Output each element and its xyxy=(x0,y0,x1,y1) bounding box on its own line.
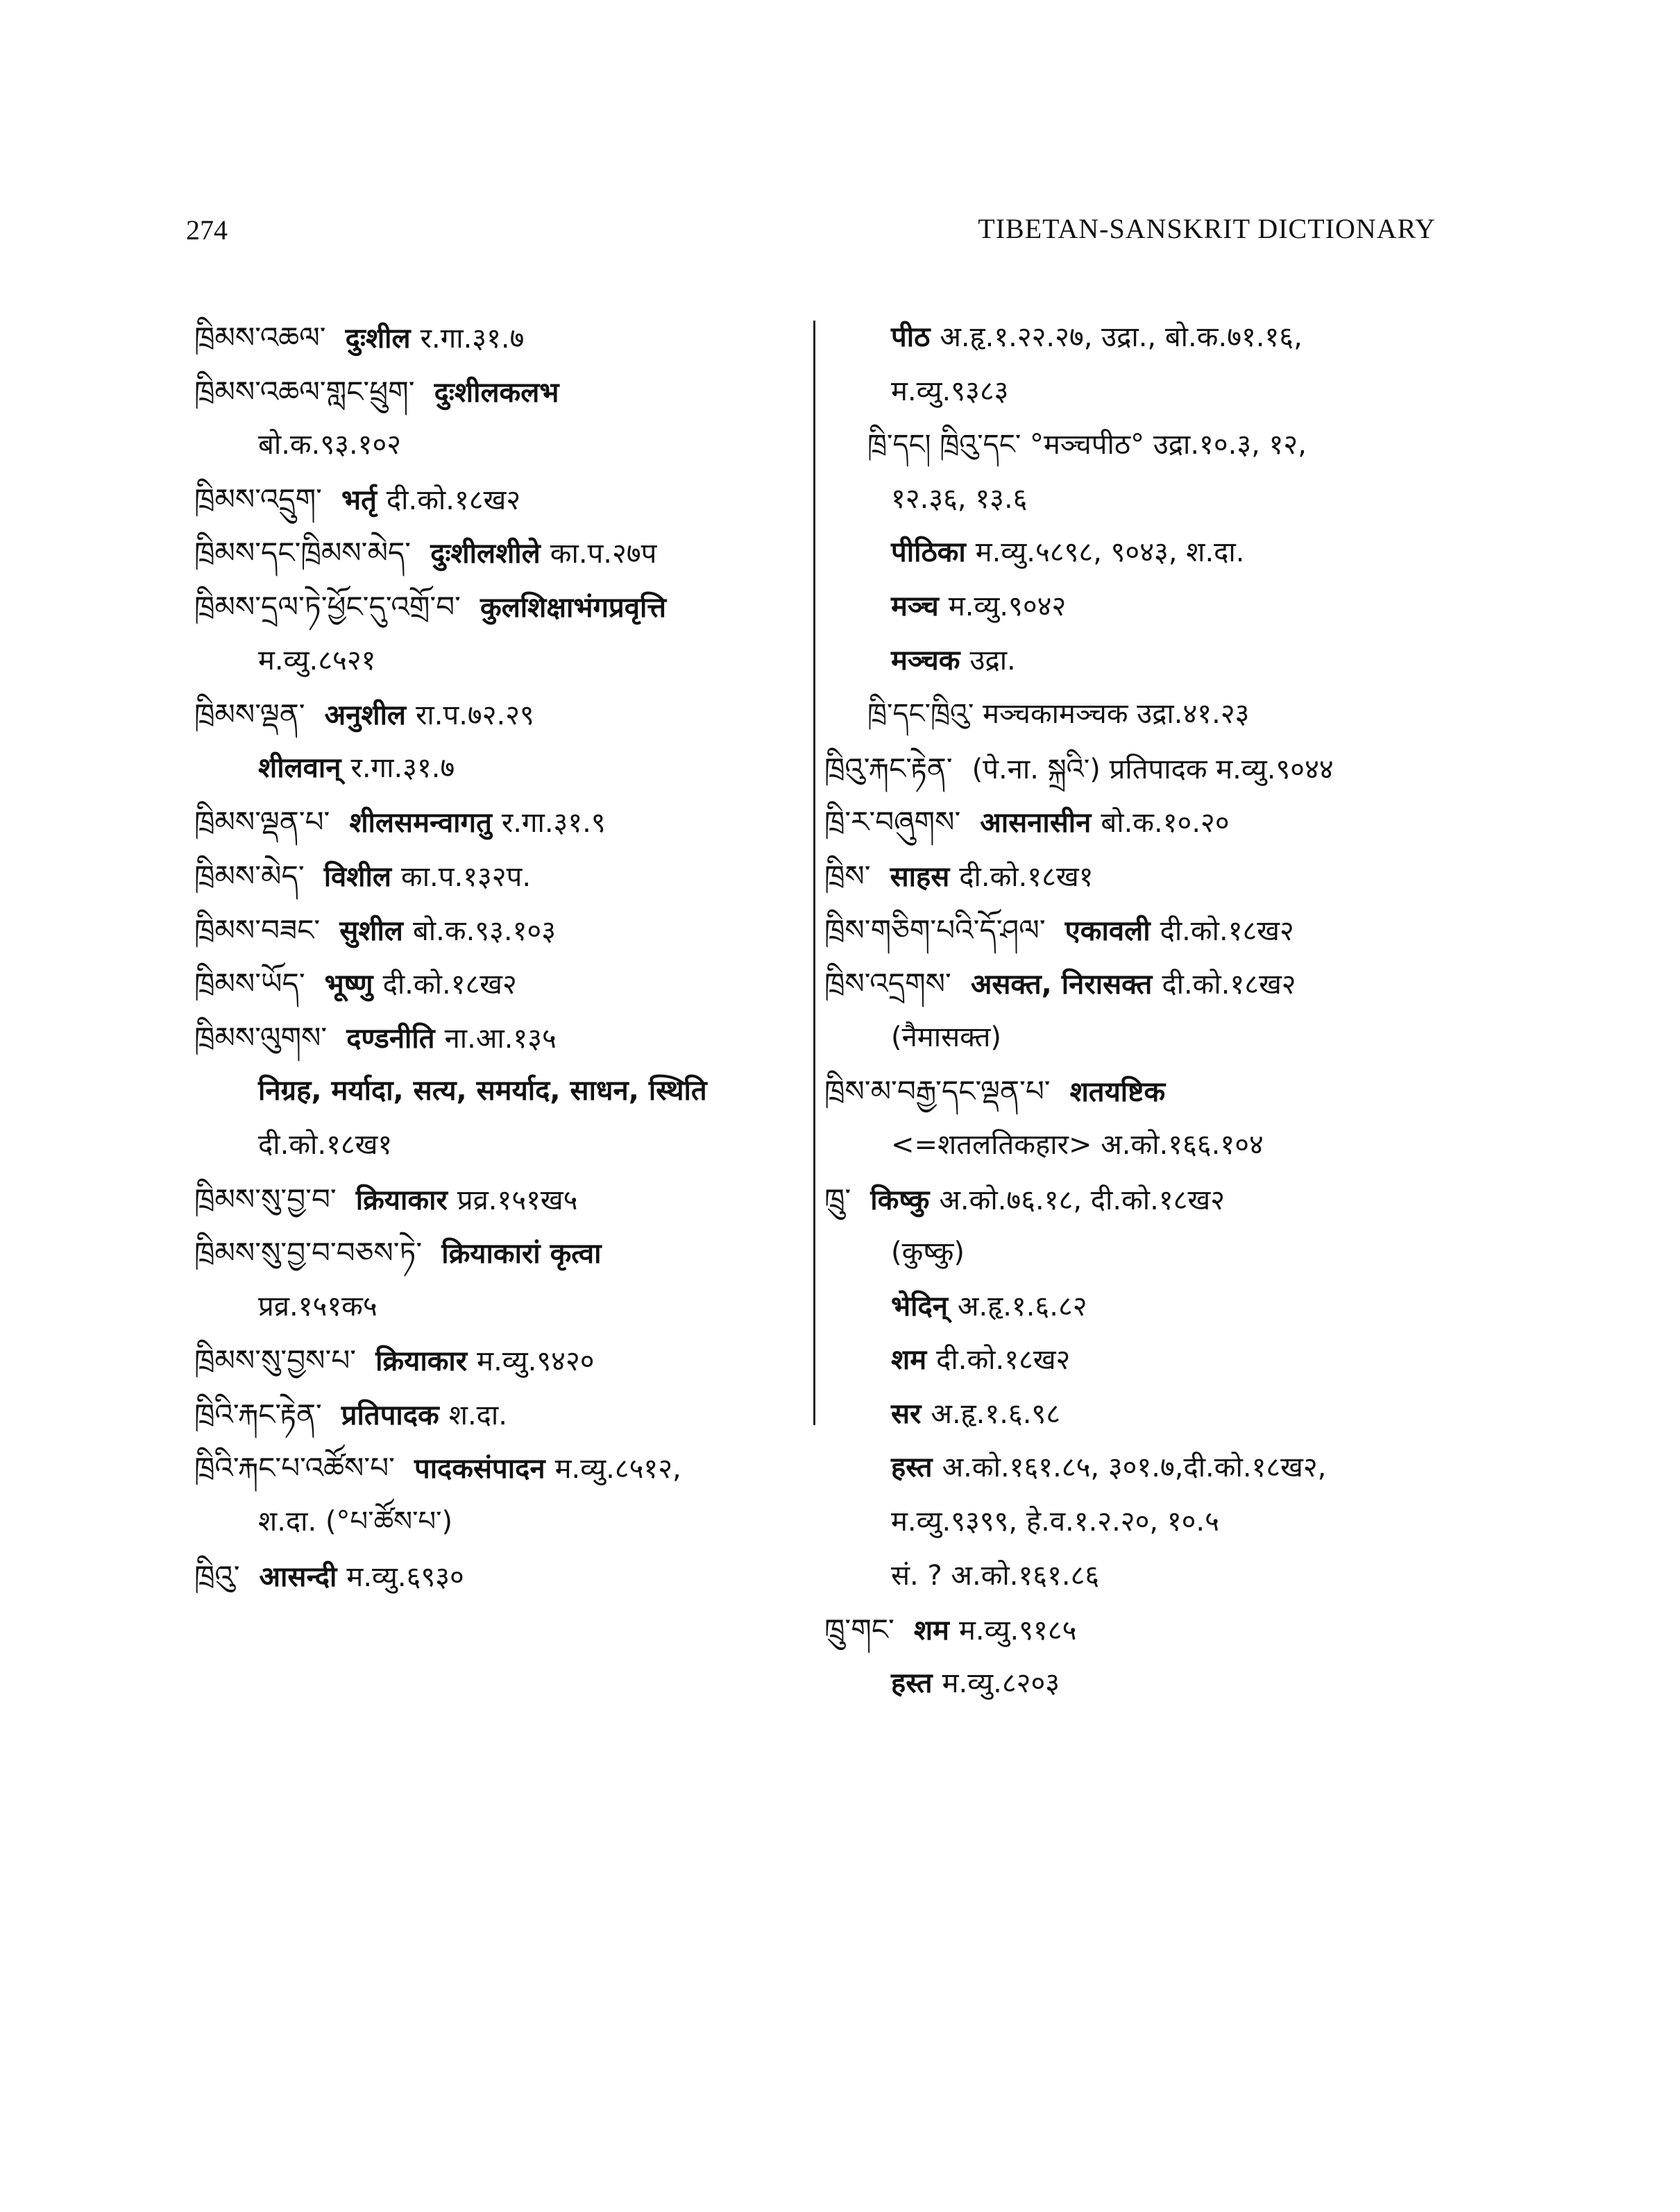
source-reference: सं. ? अ.को.१६१.८६ xyxy=(891,1559,1100,1592)
dictionary-entry xyxy=(194,1441,805,1495)
tibetan-headword: ཁྲུ་ xyxy=(824,1182,851,1216)
source-reference: प्रव्र.१५१ख५ xyxy=(457,1184,578,1216)
dictionary-entry xyxy=(824,365,1449,419)
dictionary-entry xyxy=(824,688,1449,742)
source-reference: श.दा. xyxy=(448,1399,507,1431)
sanskrit-equivalent: शीलसमन्वागतु xyxy=(349,807,492,840)
right-column xyxy=(824,311,1449,1710)
sanskrit-equivalent: सुशील xyxy=(339,914,403,947)
sanskrit-equivalent: शतयष्टिक xyxy=(1069,1076,1166,1109)
source-reference: दी.को.१८ख२ xyxy=(1162,969,1296,1001)
left-column xyxy=(194,311,805,1603)
tibetan-headword: ཁྲིའི་རྐང་རྟེན་ xyxy=(194,1397,322,1431)
source-reference: म.व्यु.९१८५ xyxy=(958,1615,1077,1647)
dictionary-entry xyxy=(824,1280,1449,1334)
dictionary-entry xyxy=(194,1226,805,1280)
dictionary-entry xyxy=(824,1549,1449,1603)
sanskrit-equivalent: हस्त xyxy=(891,1452,933,1484)
source-reference: ཁྲི་དང་ཁྲིའུ་ मञ्चकामञ्चक उद्रा.४१.२३ xyxy=(867,698,1250,731)
dictionary-entry xyxy=(194,688,805,742)
dictionary-entry xyxy=(824,634,1449,688)
tibetan-headword: ཁྲིམས་འཆལ་གླང་ཕྲུག་ xyxy=(194,374,415,409)
sanskrit-equivalent: मञ्च xyxy=(891,590,939,622)
tibetan-headword: ཁྲིམས་སུ་བྱས་པ་ xyxy=(194,1343,357,1378)
tibetan-headword: ཁྲིའུ་རྐང་རྟེན་ xyxy=(824,751,953,785)
source-reference: दी.को.१८ख१ xyxy=(258,1128,393,1161)
dictionary-entry xyxy=(194,1334,805,1388)
source-reference: म.व्यु.८५२१ xyxy=(258,644,376,677)
source-reference: म.व्यु.८५१२, xyxy=(554,1453,681,1486)
dictionary-entry xyxy=(824,1388,1449,1442)
dictionary-entry xyxy=(824,1603,1449,1657)
tibetan-headword: ཁྲིམས་ལྡན་པ་ xyxy=(194,805,330,840)
sanskrit-equivalent: किष्कु xyxy=(870,1184,930,1216)
tibetan-headword: ཁྲིམས་དང་ཁྲིམས་མེད་ xyxy=(194,536,411,570)
tibetan-headword: ཁྲིམས་འཆལ་ xyxy=(194,321,326,355)
tibetan-headword: ཁྲིམས་སུ་བྱ་བ་ xyxy=(194,1182,337,1216)
source-reference: अ.को.७६.१८, दी.को.१८ख२ xyxy=(939,1184,1225,1216)
source-reference: म.व्यु.८२०३ xyxy=(942,1667,1060,1699)
tibetan-headword: ཁྲིའུ་ xyxy=(194,1558,240,1593)
source-reference: बो.क.१०.२० xyxy=(1101,807,1230,840)
dictionary-entry xyxy=(824,1011,1449,1065)
tibetan-headword: ཁྲིམས་དྲལ་ཏེ་ཕྱོང་དུ་འགྲོ་བ་ xyxy=(194,589,461,624)
sanskrit-equivalent: कुलशिक्षाभंगप्रवृत्ति xyxy=(480,591,667,624)
dictionary-entry xyxy=(824,526,1449,580)
dictionary-entry xyxy=(824,742,1449,796)
dictionary-entry xyxy=(194,418,805,473)
source-reference: (कुष्कु) xyxy=(891,1236,965,1269)
tibetan-headword: ཁྲིས་མ་བརྒྱ་དང་ལྡན་པ་ xyxy=(824,1074,1051,1109)
source-reference: दी.को.१८ख१ xyxy=(959,860,1094,893)
running-head: TIBETAN-SANSKRIT DICTIONARY xyxy=(978,213,1436,244)
source-reference: अ.हृ.१.६.९८ xyxy=(931,1397,1061,1430)
sanskrit-equivalent: क्रियाकार xyxy=(355,1184,448,1216)
source-reference: उद्रा. xyxy=(969,644,1016,677)
tibetan-headword: ཁྲིམས་འདྲུག་ xyxy=(194,482,322,516)
sanskrit-equivalent: आसन्दी xyxy=(259,1560,337,1593)
dictionary-entry xyxy=(824,795,1449,849)
dictionary-entry xyxy=(194,311,805,365)
dictionary-entry xyxy=(824,1441,1449,1495)
dictionary-entry xyxy=(194,903,805,958)
dictionary-entry xyxy=(824,849,1449,903)
dictionary-entry xyxy=(194,1064,805,1118)
source-reference: म.व्यु.९०४२ xyxy=(948,590,1067,622)
dictionary-entry xyxy=(824,1064,1449,1118)
dictionary-entry xyxy=(194,795,805,849)
dictionary-entry xyxy=(194,1118,805,1173)
sanskrit-equivalent: भेदिन् xyxy=(891,1290,948,1322)
source-reference: म.व्यु.९३९९, हे.व.१.२.२०, १०.५ xyxy=(891,1506,1219,1538)
tibetan-headword: ཁྲིམས་ལུགས་ xyxy=(194,1020,328,1055)
sanskrit-equivalent: भर्तृ xyxy=(341,484,377,516)
dictionary-entry xyxy=(194,473,805,527)
dictionary-entry xyxy=(194,849,805,903)
source-reference: प्रव्र.१५१क५ xyxy=(258,1290,377,1322)
dictionary-entry xyxy=(824,903,1449,958)
sanskrit-equivalent: सर xyxy=(891,1397,922,1430)
dictionary-entry xyxy=(824,418,1449,473)
sanskrit-equivalent: दुःशीलकलभ xyxy=(434,376,559,409)
tibetan-headword: ཁྲིས་གཅིག་པའི་དོ་ཤལ་ xyxy=(824,912,1046,947)
source-reference: र.गा.३१.७ xyxy=(350,751,455,784)
source-reference: म.व्यु.९३८३ xyxy=(891,375,1009,407)
tibetan-headword: ཁྲིས་ xyxy=(824,858,871,893)
source-reference: ना.आ.१३५ xyxy=(444,1022,557,1055)
sanskrit-equivalent: मञ्चक xyxy=(891,644,960,677)
tibetan-headword: ཁྲིམས་བཟང་ xyxy=(194,912,321,947)
dictionary-entry xyxy=(194,580,805,634)
sanskrit-equivalent: पीठ xyxy=(891,321,931,353)
tibetan-headword: ཁྲིམས་སུ་བྱ་བ་བཅས་ཏེ་ xyxy=(194,1236,423,1270)
dictionary-entry xyxy=(824,311,1449,365)
source-reference: र.गा.३१.९ xyxy=(501,807,606,840)
source-reference: श.दा. (°པ་ཚོས་པ་) xyxy=(258,1506,453,1538)
sanskrit-equivalent: दुःशीलशीले xyxy=(430,538,541,570)
sanskrit-equivalent: अनुशील xyxy=(324,699,407,732)
source-reference: म.व्यु.५८९८, ९०४३, श.दा. xyxy=(975,536,1245,569)
sanskrit-equivalent: शम xyxy=(913,1615,949,1647)
sanskrit-equivalent: शम xyxy=(891,1344,927,1377)
source-reference: दी.को.१८ख२ xyxy=(386,484,521,516)
dictionary-entry xyxy=(194,1495,805,1549)
dictionary-entry xyxy=(824,473,1449,527)
page-number: 274 xyxy=(186,214,228,246)
dictionary-entry xyxy=(824,1226,1449,1280)
sanskrit-equivalent: शीलवान् xyxy=(258,751,341,784)
source-reference: का.प.१३२प. xyxy=(400,860,532,893)
dictionary-entry xyxy=(194,742,805,796)
sanskrit-equivalent: क्रियाकारां कृत्वा xyxy=(441,1238,602,1270)
source-reference: म.व्यु.६९३० xyxy=(346,1560,464,1593)
source-reference: अ.को.१६१.८५, ३०१.७,दी.को.१८ख२, xyxy=(942,1452,1327,1484)
sanskrit-equivalent: विशील xyxy=(323,860,391,893)
source-reference: दी.को.१८ख२ xyxy=(936,1344,1071,1377)
source-reference: म.व्यु.९४२० xyxy=(477,1345,595,1378)
source-reference: का.प.२७प xyxy=(550,538,657,570)
sanskrit-equivalent: आसनासीन xyxy=(980,807,1092,840)
tibetan-headword: ཁྲིའི་རྐང་པ་འཚོས་པ་ xyxy=(194,1451,395,1486)
dictionary-entry xyxy=(824,1334,1449,1388)
tibetan-headword: ཁྲིས་འདྲགས་ xyxy=(824,967,951,1001)
tibetan-headword: ཁྲིམས་ལྡན་ xyxy=(194,697,305,732)
source-reference: <=शतलतिकहार> अ.को.१६६.१०४ xyxy=(891,1128,1264,1161)
sanskrit-equivalent: साहस xyxy=(890,860,950,893)
sanskrit-equivalent: एकावली xyxy=(1064,914,1151,947)
source-reference: अ.हृ.१.२२.२७, उद्रा., बो.क.७१.१६, xyxy=(940,321,1303,353)
dictionary-entry xyxy=(194,1011,805,1065)
source-reference: दी.को.१८ख२ xyxy=(382,969,517,1001)
sanskrit-equivalent: दण्डनीति xyxy=(346,1022,435,1055)
source-reference: अ.हृ.१.६.८२ xyxy=(957,1290,1087,1322)
sanskrit-equivalent: हस्त xyxy=(891,1667,933,1699)
dictionary-entry xyxy=(824,1118,1449,1173)
tibetan-headword: ཁྲི་ར་བཞུགས་ xyxy=(824,805,961,840)
sanskrit-equivalent: क्रियाकार xyxy=(375,1345,468,1378)
dictionary-entry xyxy=(194,634,805,688)
dictionary-entry xyxy=(194,957,805,1011)
dictionary-entry xyxy=(194,526,805,580)
source-reference: बो.क.९३.१०२ xyxy=(258,429,402,461)
dictionary-entry xyxy=(824,1173,1449,1227)
sanskrit-equivalent: असक्त, निरासक्त xyxy=(970,969,1153,1001)
dictionary-entry xyxy=(824,1657,1449,1711)
sanskrit-equivalent: भूष्णु xyxy=(324,969,373,1001)
source-reference: रा.प.७२.२९ xyxy=(416,699,534,732)
source-reference: (नैमासक्त) xyxy=(891,1021,1001,1053)
dictionary-entry xyxy=(194,365,805,419)
sanskrit-equivalent: पादकसंपादन xyxy=(414,1453,545,1486)
sanskrit-equivalent: पीठिका xyxy=(891,536,966,569)
sanskrit-equivalent: प्रतिपादक xyxy=(341,1399,439,1431)
source-reference: (पे.ना. སྐྲའི་) प्रतिपादक म.व्यु.९०४४ xyxy=(971,753,1334,785)
source-reference: ཁྲི་དང། ཁྲིའུ་དང་ °मञ्चपीठ° उद्रा.१०.३, १२, xyxy=(867,429,1307,461)
sanskrit-equivalent: निग्रह, मर्यादा, सत्य, समर्याद, साधन, स्थिति xyxy=(258,1075,707,1107)
source-reference: दी.को.१८ख२ xyxy=(1160,914,1294,947)
source-reference: बो.क.९३.१०३ xyxy=(412,914,557,947)
sanskrit-equivalent: दुःशील xyxy=(345,323,411,355)
source-reference: र.गा.३१.७ xyxy=(420,323,525,355)
dictionary-entry xyxy=(194,1388,805,1442)
column-divider xyxy=(813,321,815,1425)
source-reference: १२.३६, १३.६ xyxy=(891,482,1028,515)
tibetan-headword: ཁྲིམས་ཡོད་ xyxy=(194,967,305,1001)
dictionary-entry xyxy=(824,1495,1449,1549)
tibetan-headword: ཁྲུ་གང་ xyxy=(824,1613,894,1647)
dictionary-entry xyxy=(824,957,1449,1011)
tibetan-headword: ཁྲིམས་མེད་ xyxy=(194,858,305,893)
dictionary-entry xyxy=(194,1173,805,1227)
dictionary-entry xyxy=(194,1549,805,1603)
dictionary-entry xyxy=(824,580,1449,634)
dictionary-entry xyxy=(194,1280,805,1334)
